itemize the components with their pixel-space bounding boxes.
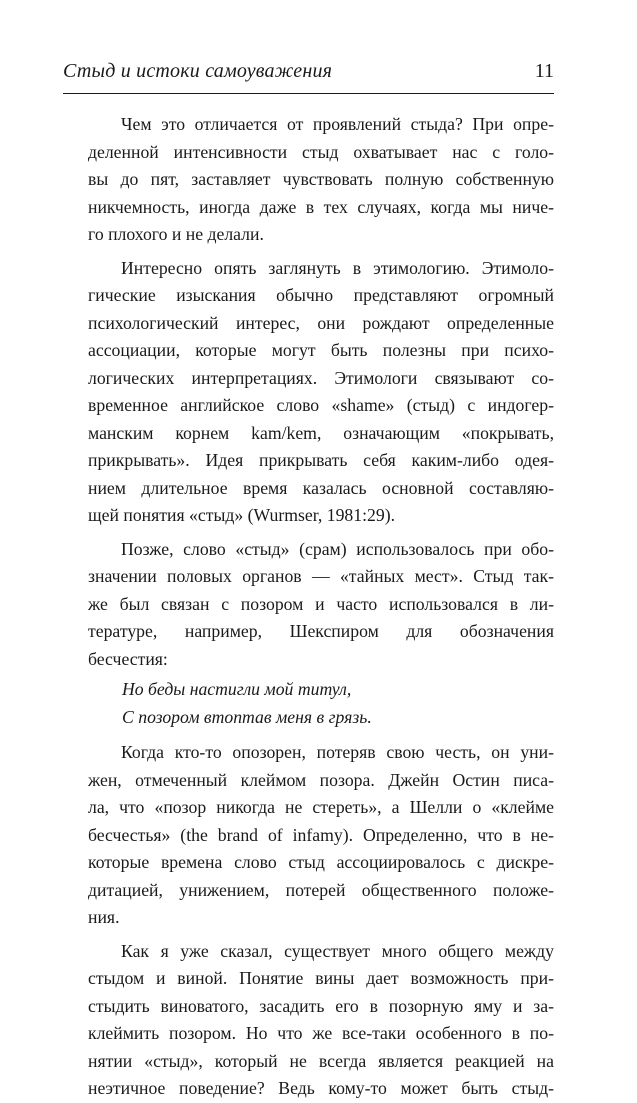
text-line: бесчестья» (the brand of infamy). Определенно, что в не-	[88, 824, 554, 845]
quote-line: С позором втоптав меня в грязь.	[122, 706, 372, 727]
text-line: го плохого и не делали.	[88, 224, 264, 244]
text-line: гические изыскания обычно представляют огромный	[88, 285, 554, 305]
text-line: нятии «стыд», который не всегда является реакцией на	[88, 1050, 554, 1071]
verse-quote	[88, 676, 554, 731]
text-line: жен, отмеченный клеймом позора. Джейн Остин писа-	[88, 769, 554, 790]
paragraph-5	[88, 938, 554, 1103]
text-line: ассоциации, которые могут быть полезны при психо-	[88, 340, 554, 360]
text-line: стыдом и виной. Понятие вины дает возможность при-	[88, 968, 554, 988]
text-line: Как я уже сказал, существует много общего между	[121, 940, 554, 961]
text-line: Позже, слово «стыд» (срам) использовалось при обо-	[121, 538, 554, 559]
text-line: стыдить виноватого, засадить его в позорную яму и за-	[88, 995, 554, 1016]
paragraph-4	[88, 739, 554, 932]
page-number: 11	[534, 60, 554, 82]
text-line: манским корнем kam/kem, означающим «покрывать,	[88, 422, 554, 443]
text-line: никчемность, иногда даже в тех случаях, когда мы ниче-	[88, 196, 554, 217]
text-line: ла, что «позор никогда не стереть», а Шелли о «клейме	[88, 797, 554, 817]
text-line: Чем это отличается от проявлений стыда? При опре-	[121, 114, 554, 134]
text-line: логических интерпретациях. Этимологи связывают со-	[88, 367, 554, 388]
paragraph-3	[88, 536, 554, 674]
quote-line: Но беды настигли мой титул,	[122, 679, 352, 699]
text-line: значении половых органов — «тайных мест». Стыд так-	[88, 566, 554, 586]
text-line: бесчестия:	[88, 648, 168, 669]
text-line: временное английское слово «shame» (стыд) с индогер-	[88, 395, 554, 415]
text-line: ния.	[88, 907, 120, 927]
text-line: тературе, например, Шекспиром для обозначения	[88, 621, 554, 641]
text-line: же был связан с позором и часто использовался в ли-	[88, 593, 554, 614]
text-line: которые времена слово стыд ассоциировалось с дискре-	[88, 852, 554, 872]
text-line: нием длительное время казалась основной составляю-	[88, 477, 554, 498]
text-line: неэтичное поведение? Ведь кому-то может быть стыд-	[88, 1078, 554, 1098]
text-line: деленной интенсивности стыд охватывает нас с голо-	[88, 141, 554, 162]
text-line: прикрывать». Идея прикрывать себя каким-либо одея-	[88, 450, 554, 470]
text-line: дитацией, унижением, потерей общественного положе-	[88, 879, 554, 900]
text-line: вы до пят, заставляет чувствовать полную собственную	[88, 169, 554, 189]
page-body	[88, 111, 554, 1103]
chapter-title: Стыд и истоки самоуважения	[63, 60, 333, 82]
text-line: щей понятия «стыд» (Wurmser, 1981:29).	[88, 505, 396, 525]
text-line: Когда кто-то опозорен, потеряв свою честь, он уни-	[121, 742, 554, 762]
paragraph-1	[88, 111, 554, 249]
text-line: клеймить позором. Но что же все-таки особенного в по-	[88, 1023, 554, 1043]
running-header	[63, 53, 554, 94]
text-line: психологический интерес, они рождают определенные	[88, 312, 554, 333]
text-line: Интересно опять заглянуть в этимологию. Этимоло-	[121, 257, 554, 278]
paragraph-2	[88, 255, 554, 530]
